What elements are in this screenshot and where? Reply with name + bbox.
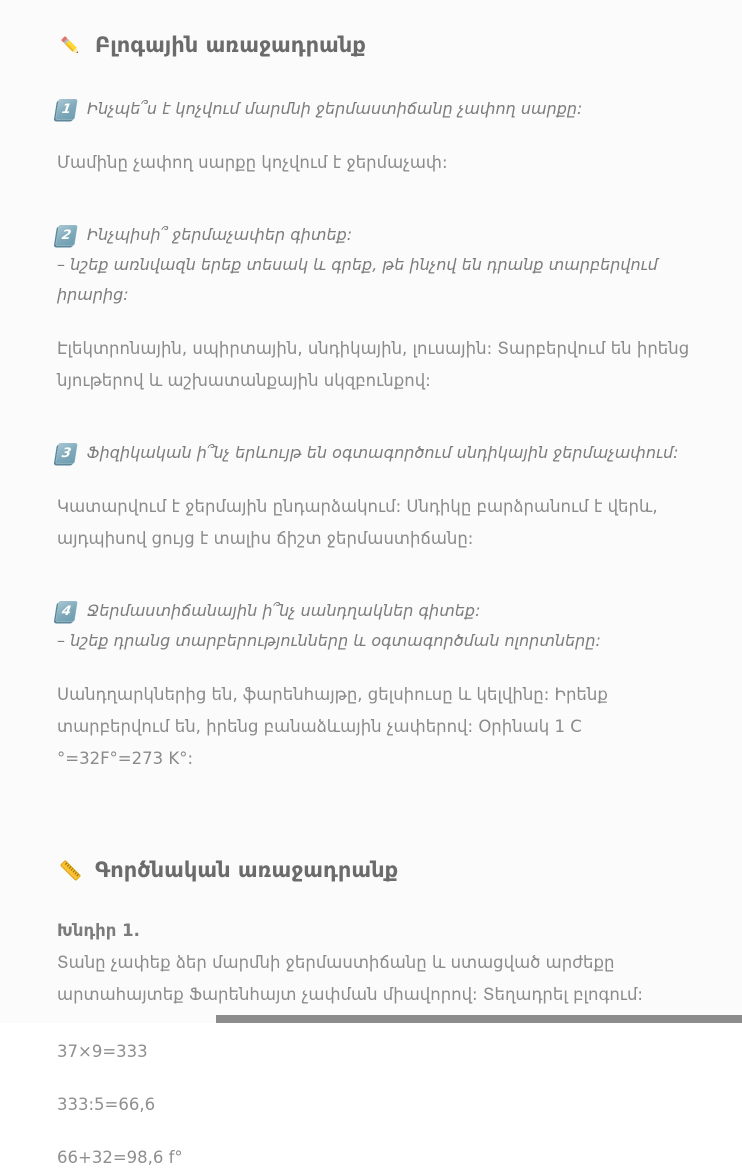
- question-2: [57, 220, 690, 250]
- answer-2: Էլեկտրոնային, սպիրտային, սնդիկային, լուսային: Տարբերվում են իրենց նյութերով և աշխատանքային սկզբունքով:: [57, 339, 690, 390]
- question-3-text: Ֆիզիկական ի՞նչ երևույթ են օգտագործում սնդիկային ջերմաչափում:: [87, 443, 679, 462]
- answer-3: Կատարվում է ջերմային ընդարձակում: Սնդիկը բարձրանում է վերև, այդպիսով ցույց է տալիս ճիշտ ջերմաստիճանը:: [57, 497, 658, 548]
- answer-1: Մամինը չափող սարքը կոչվում է ջերմաչափ:: [57, 153, 448, 172]
- answer-4: Սանդղարկներից են, ֆարենհայթը, ցելսիուսը և կելվինը: Իրենք տարբերվում են, իրենց բանաձևային չափերով: Օրինակ 1 C °=32F°=273 K°:: [57, 685, 608, 768]
- calculation-line-1: 37×9=333: [57, 1042, 148, 1061]
- keycap-4-icon: 4: [55, 601, 77, 622]
- question-1-text: Ինչպե՞ս է կոչվում մարմնի ջերմաստիճանը չափող սարքը:: [87, 99, 583, 118]
- question-4: [57, 596, 690, 626]
- task-text: Տանը չափեք ձեր մարմնի ջերմաստիճանը և ստացված արժեքը արտահայտեք Ֆարենհայտ չափման միավորով: Տեղադրել բլոգում:: [57, 953, 643, 1004]
- practical-section-title-text: Գործնական առաջադրանք: [95, 858, 399, 882]
- keycap-1-icon: 1: [55, 99, 77, 120]
- calculation-line-3: 66+32=98,6 f°: [57, 1148, 183, 1167]
- question-4-hint: – նշեք դրանց տարբերությունները և օգտագործման ոլորտները:: [57, 631, 601, 650]
- blog-section-title-text: Բլոգային առաջադրանք: [95, 33, 366, 57]
- question-3: [57, 438, 690, 468]
- bottom-divider-bar: [216, 1015, 742, 1023]
- practical-section-title: [57, 855, 690, 885]
- keycap-3-icon: 3: [55, 443, 77, 464]
- task-label: Խնդիր 1.: [57, 921, 140, 940]
- ruler-icon: [57, 857, 84, 884]
- question-1: [57, 94, 690, 124]
- question-2-hint: – նշեք առնվազն երեք տեսակ և գրեք, թե ինչով են դրանք տարբերվում իրարից:: [57, 255, 658, 304]
- question-2-text: Ինչպիսի՞ ջերմաչափեր գիտեք:: [87, 225, 353, 244]
- question-4-text: Ջերմաստիճանային ի՞նչ սանդղակներ գիտեք:: [87, 601, 481, 620]
- blog-section-title: [57, 30, 690, 60]
- calculation-line-2: 333:5=66,6: [57, 1095, 156, 1114]
- pencil-icon: [57, 32, 84, 59]
- keycap-2-icon: 2: [55, 225, 77, 246]
